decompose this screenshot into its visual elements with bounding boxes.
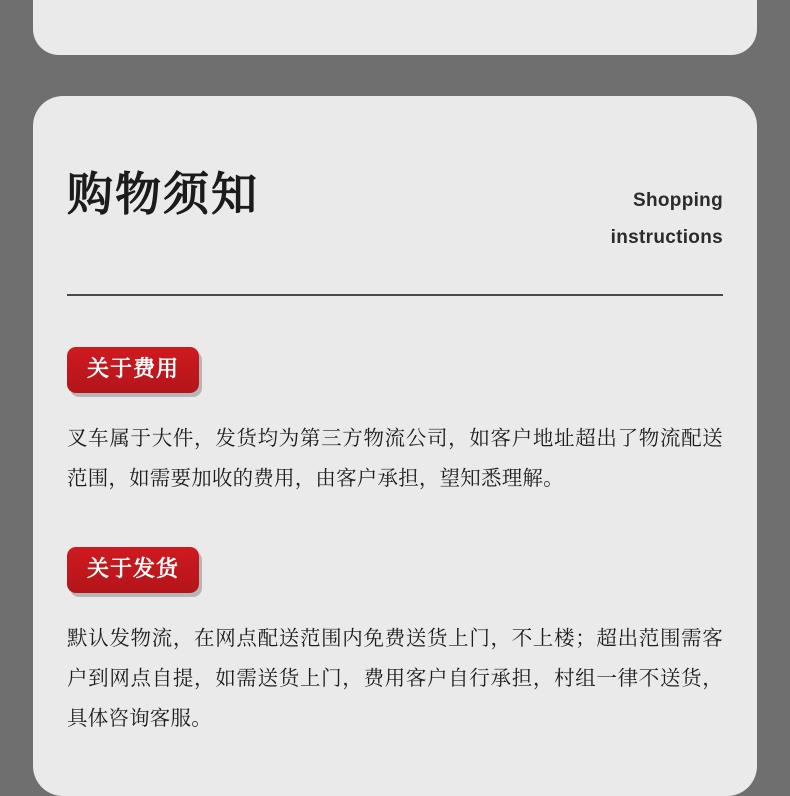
top-card-partial bbox=[33, 0, 757, 55]
header-divider bbox=[67, 294, 723, 296]
section-shipping-text: 默认发物流，在网点配送范围内免费送货上门，不上楼；超出范围需客户到网点自提，如需送货上门，费用客户自行承担，村组一律不送货，具体咨询客服。 bbox=[67, 627, 723, 730]
section-fees-text: 叉车属于大件，发货均为第三方物流公司，如客户地址超出了物流配送范围，如需要加收的费用，由客户承担，望知悉理解。 bbox=[67, 427, 723, 490]
shopping-instructions-card bbox=[33, 96, 757, 796]
section-fees-badge: 关于费用 bbox=[67, 347, 199, 393]
page-title: 购物须知 bbox=[67, 168, 259, 220]
section-shipping bbox=[67, 547, 723, 739]
section-fees bbox=[67, 347, 723, 499]
page-title-english-line2: instructions bbox=[610, 227, 723, 249]
page-title-english-line1: Shopping bbox=[633, 190, 723, 211]
page-title-english bbox=[611, 182, 723, 256]
section-shipping-badge: 关于发货 bbox=[67, 547, 199, 593]
card-header bbox=[67, 96, 723, 249]
